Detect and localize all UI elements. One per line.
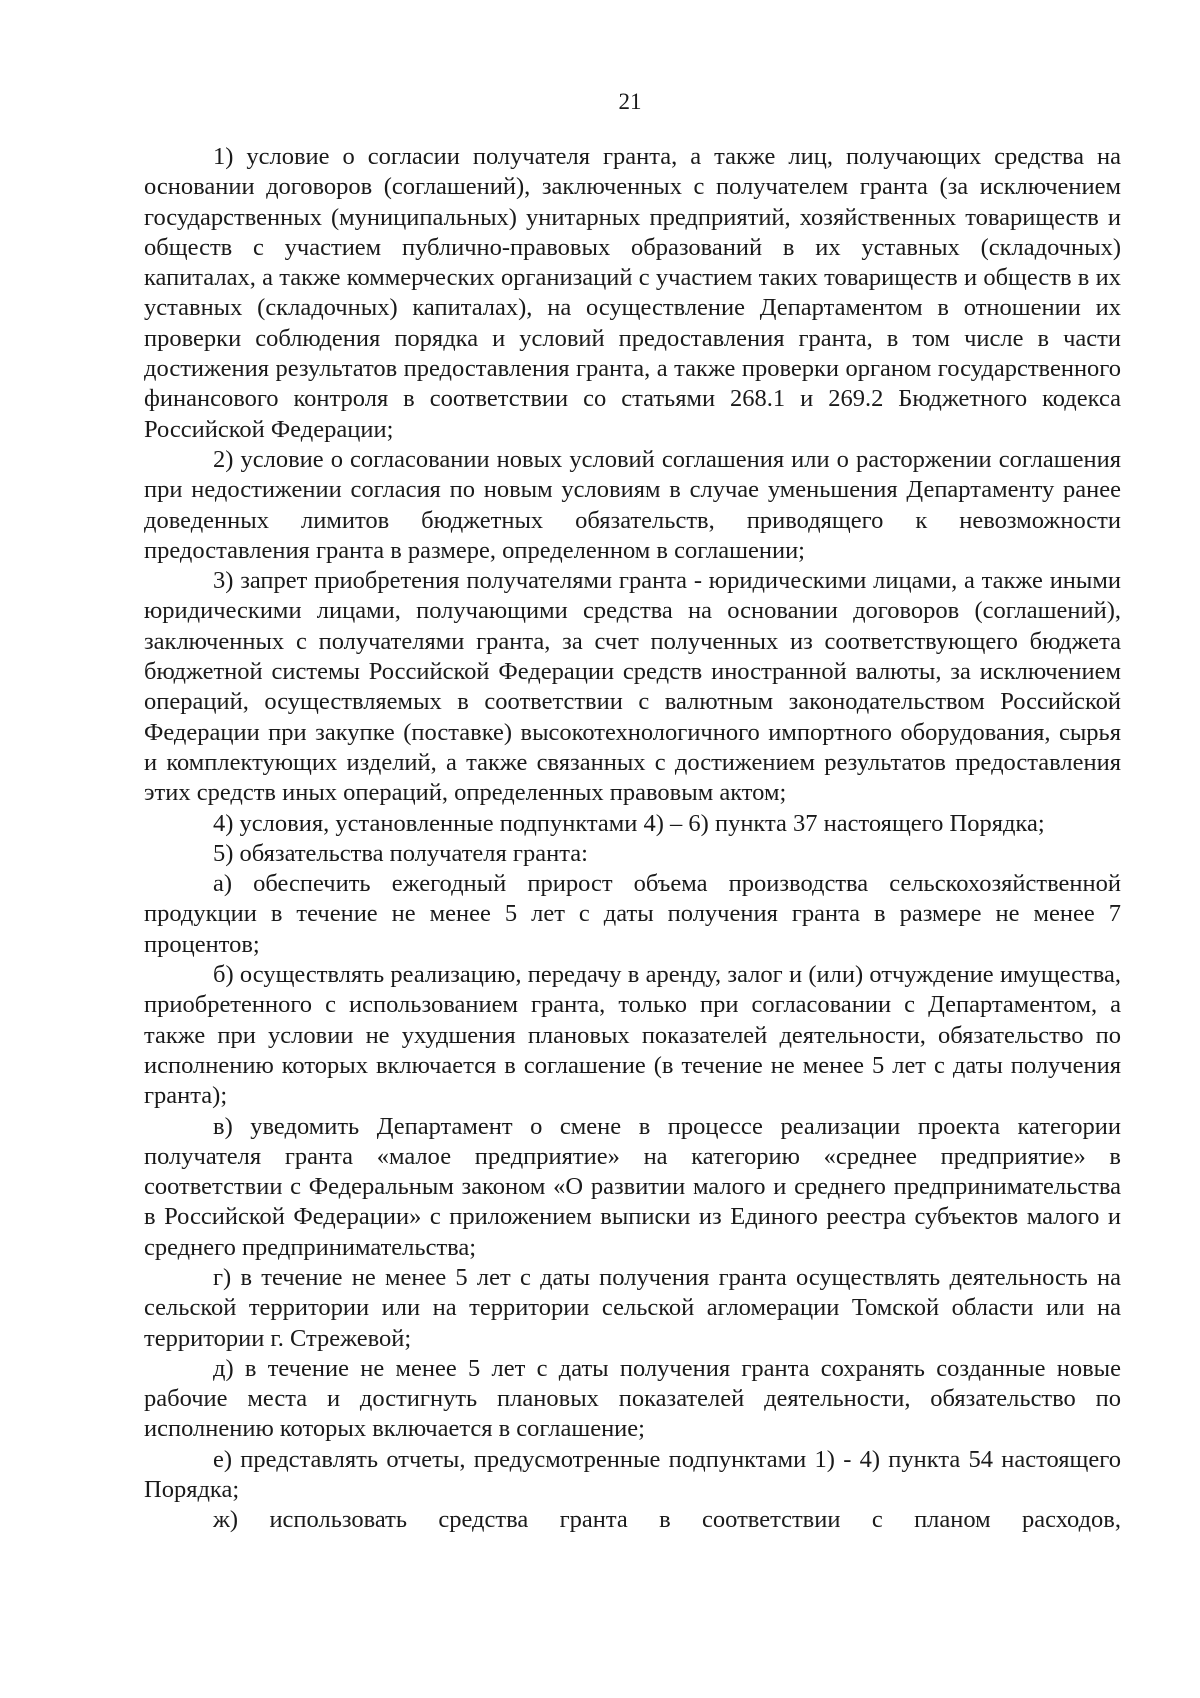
paragraph-condition-2: 2) условие о согласовании новых условий соглашения или о расторжении соглашения при недостижении согласия по новым условиям в случае уменьшения Департаменту ранее доведенных лимитов бюджетных обязательств, приводящего к невозможности предоставления гранта в размере, определенном в соглашении; <box>144 445 1121 564</box>
paragraph-obligation-a: а) обеспечить ежегодный прирост объема производства сельскохозяйственной продукции в течение не менее 5 лет с даты получения гранта в размере не менее 7 процентов; <box>144 870 1121 958</box>
paragraph-obligation-g: г) в течение не менее 5 лет с даты получения гранта осуществлять деятельность на сельской территории или на территории сельской агломерации Томской области или на территории г. Стрежевой; <box>144 1263 1121 1352</box>
page-number: 21 <box>618 89 642 114</box>
paragraph-obligation-zh: ж) использовать средства гранта в соответствии с планом расходов, <box>213 1506 1121 1534</box>
paragraph-condition-4: 4) условия, установленные подпунктами 4) – 6) пункта 37 настоящего Порядка; <box>213 809 1045 837</box>
paragraph-condition-1: 1) условие о согласии получателя гранта, а также лиц, получающих средства на основании договоров (соглашений), заключенных с получателем гранта (за исключением государственных (муниципальных) унитарных предприятий, хозяйственных товариществ и обществ с участием публично-правовых образований в их уставных (складочных) капиталах, а также коммерческих организаций с участием таких товариществ и обществ в их уставных (складочных) капиталах), на осуществление Департаментом в отношении их проверки соблюдения порядка и условий предоставления гранта, в том числе в части достижения результатов предоставления гранта, а также проверки органом государственного финансового контроля в соответствии со статьями 268.1 и 269.2 Бюджетного кодекса Российской Федерации; <box>144 143 1121 443</box>
paragraph-obligation-b: б) осуществлять реализацию, передачу в аренду, залог и (или) отчуждение имущества, приобретенного с использованием гранта, только при согласовании с Департаментом, а также при условии не ухудшения плановых показателей деятельности, обязательство по исполнению которых включается в соглашение (в течение не менее 5 лет с даты получения гранта); <box>144 961 1121 1110</box>
paragraph-condition-3: 3) запрет приобретения получателями гранта - юридическими лицами, а также иными юридическими лицами, получающими средства на основании договоров (соглашений), заключенных с получателями гранта, за счет полученных из соответствующего бюджета бюджетной системы Российской Федерации средств иностранной валюты, за исключением операций, осуществляемых в соответствии с валютным законодательством Российской Федерации при закупке (поставке) высокотехнологичного импортного оборудования, сырья и комплектующих изделий, а также связанных с достижением результатов предоставления этих средств иных операций, определенных правовым актом; <box>144 567 1121 807</box>
paragraph-obligation-v: в) уведомить Департамент о смене в процессе реализации проекта категории получателя гранта «малое предприятие» на категорию «среднее предприятие» в соответствии с Федеральным законом «О развитии малого и среднего предпринимательства в Российской Федерации» с приложением выписки из Единого реестра субъектов малого и среднего предпринимательства; <box>144 1112 1121 1261</box>
paragraph-obligation-e: е) представлять отчеты, предусмотренные подпунктами 1) - 4) пункта 54 настоящего Порядка; <box>144 1445 1121 1504</box>
paragraph-obligation-d: д) в течение не менее 5 лет с даты получения гранта сохранять созданные новые рабочие места и достигнуть плановых показателей деятельности, обязательство по исполнению которых включается в соглашение; <box>144 1354 1121 1443</box>
document-body <box>144 142 1121 1536</box>
paragraph-condition-5: 5) обязательства получателя гранта: <box>213 839 588 867</box>
